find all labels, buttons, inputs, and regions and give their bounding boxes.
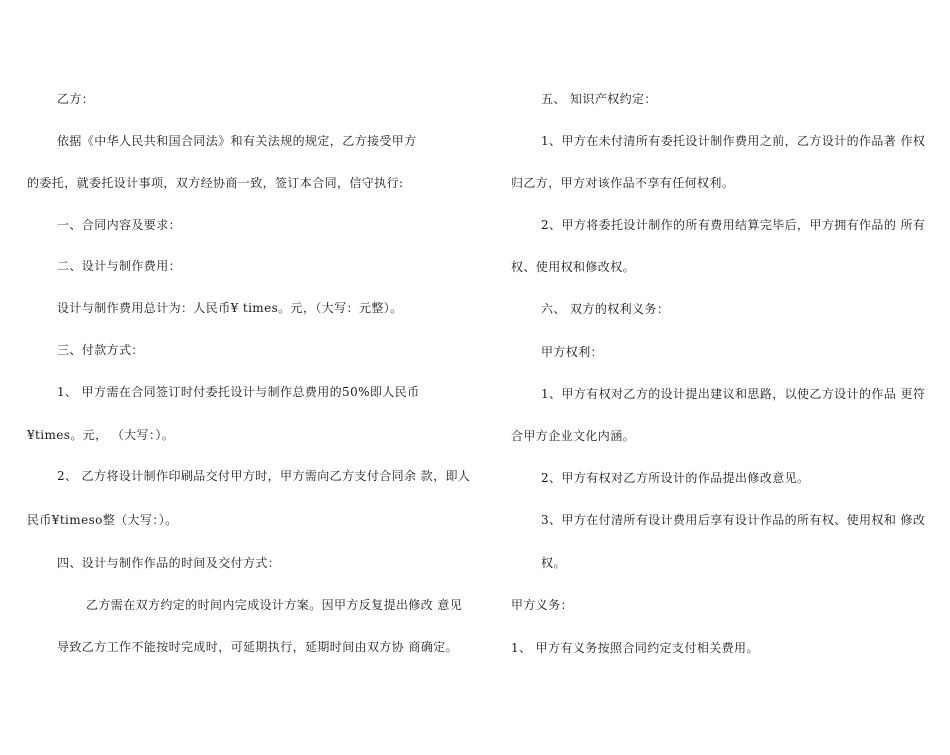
- paragraph-line: 乙方需在双方约定的时间内完成设计方案。因甲方反复提出修改 意见: [86, 598, 463, 612]
- paragraph-line: ¥times。元， （大写：）。: [27, 428, 175, 442]
- party-b-heading: 乙方：: [57, 92, 95, 106]
- paragraph-line: 3、甲方在付清所有设计费用后享有设计作品的所有权、使用权和 修改: [541, 513, 926, 527]
- section-heading: 二、设计与制作费用：: [57, 259, 182, 273]
- paragraph-line: 1、甲方在未付清所有委托设计制作费用之前，乙方设计的作品著 作权: [541, 134, 926, 148]
- paragraph-line: 的委托，就委托设计事项，双方经协商一致，签订本合同，信守执行:: [27, 176, 404, 190]
- paragraph-line: 权。: [541, 556, 566, 570]
- section-heading: 六、 双方的权利义务：: [541, 302, 670, 316]
- section-heading: 四、设计与制作作品的时间及交付方式：: [57, 556, 281, 570]
- section-heading: 五、 知识产权约定：: [541, 92, 657, 106]
- section-heading: 三、付款方式：: [57, 343, 144, 357]
- subsection-heading: 甲方权利：: [541, 345, 604, 359]
- paragraph-line: 合甲方企业文化内涵。: [511, 429, 636, 443]
- paragraph-line: 归乙方，甲方对该作品不享有任何权利。: [511, 176, 735, 190]
- paragraph-line: 2、甲方将委托设计制作的所有费用结算完毕后，甲方拥有作品的 所有: [541, 218, 926, 232]
- paragraph-line: 1、 甲方有义务按照合同约定支付相关费用。: [511, 641, 759, 655]
- paragraph-line: 1、 甲方需在合同签订时付委托设计与制作总费用的50%即人民币: [57, 385, 420, 399]
- paragraph-line: 权、使用权和修改权。: [511, 260, 636, 274]
- section-heading: 一、合同内容及要求：: [57, 218, 182, 232]
- paragraph-line: 2、甲方有权对乙方所设计的作品提出修改意见。: [541, 471, 810, 485]
- paragraph-line: 民币¥timeso整（大写：）。: [27, 513, 178, 527]
- paragraph-line: 导致乙方工作不能按时完成时，可延期执行，延期时间由双方协 商确定。: [57, 640, 459, 654]
- subsection-heading: 甲方义务：: [511, 598, 574, 612]
- paragraph-line: 依据《中华人民共和国合同法》和有关法规的规定，乙方接受甲方: [57, 134, 417, 148]
- paragraph-line: 1、甲方有权对乙方的设计提出建议和思路，以使乙方设计的作品 更符: [541, 387, 926, 401]
- paragraph-line: 2、 乙方将设计制作印刷品交付甲方时，甲方需向乙方支付合同余 款，即人: [57, 469, 471, 483]
- paragraph-line: 设计与制作费用总计为：人民币¥ times。元，（大写：元整）。: [57, 301, 403, 315]
